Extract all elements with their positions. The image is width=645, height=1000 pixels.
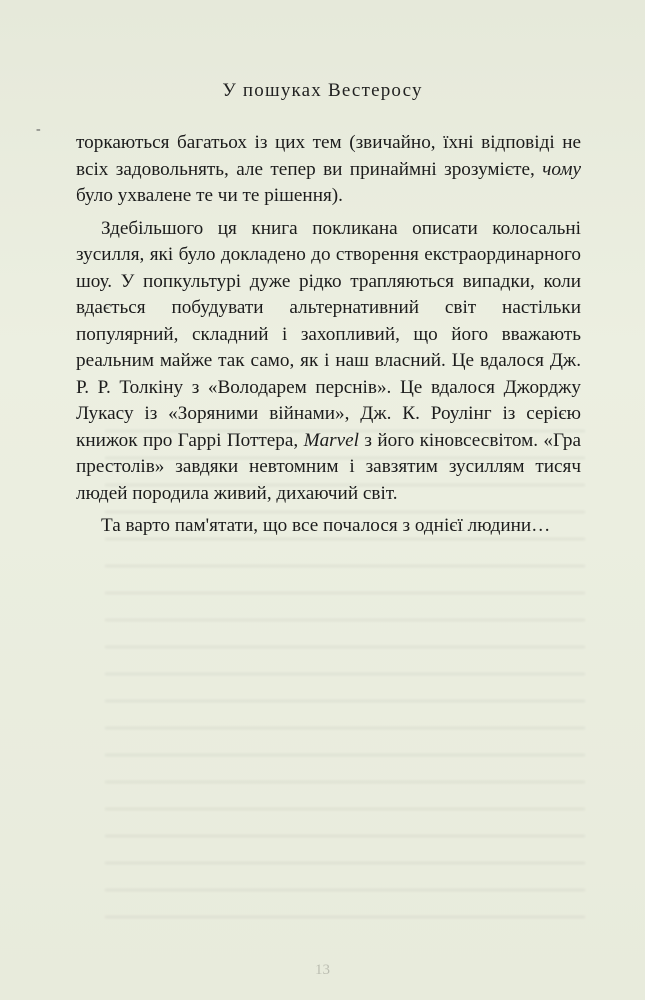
margin-mark: - (36, 122, 41, 137)
page-number: 13 (315, 962, 330, 978)
paragraph-1-emphasis: чому (542, 158, 581, 180)
paragraph-3: Та варто пам'ятати, що все почалося з однієї людини… (101, 515, 551, 536)
paragraph-2-text-a: Здебільшого ця книга покликана описати колосальні зусилля, які було докладено до створення екстраординарного шоу. У попкультурі дуже рідко трапляються випадки, коли вдається побудувати альтернативний світ настільки популярний, складний і захопливий, що його вважають реальним майже так само, як і наш власний. Це вдалося Дж. Р. Р. Толкіну з «Володарем перснів». Це вдалося Джорджу Лукасу із «Зоряними війнами», Дж. К. Роулінг із серією книжок про Гаррі Поттера, (76, 217, 581, 451)
paragraph-1-text-b: було ухвалене те чи те рішення). (76, 185, 343, 206)
paragraph-2-text-b: з його кіновсесвітом. «Гра престолів» завдяки невтомним і завзятим зусиллям тисяч людей породила живий, дихаючий світ. (76, 429, 581, 504)
paragraph-1-text-a: торкаються багатьох із цих тем (звичайно, їхні відповіді не всіх задовольнять, але тепер ви принаймні зрозумієте, (76, 132, 581, 180)
body-text (76, 130, 581, 540)
paragraph-2 (76, 216, 581, 508)
paragraph-2-emphasis: Marvel (303, 429, 360, 451)
paragraph-1 (76, 130, 581, 210)
running-head: У пошуках Вестеросу (222, 80, 423, 101)
